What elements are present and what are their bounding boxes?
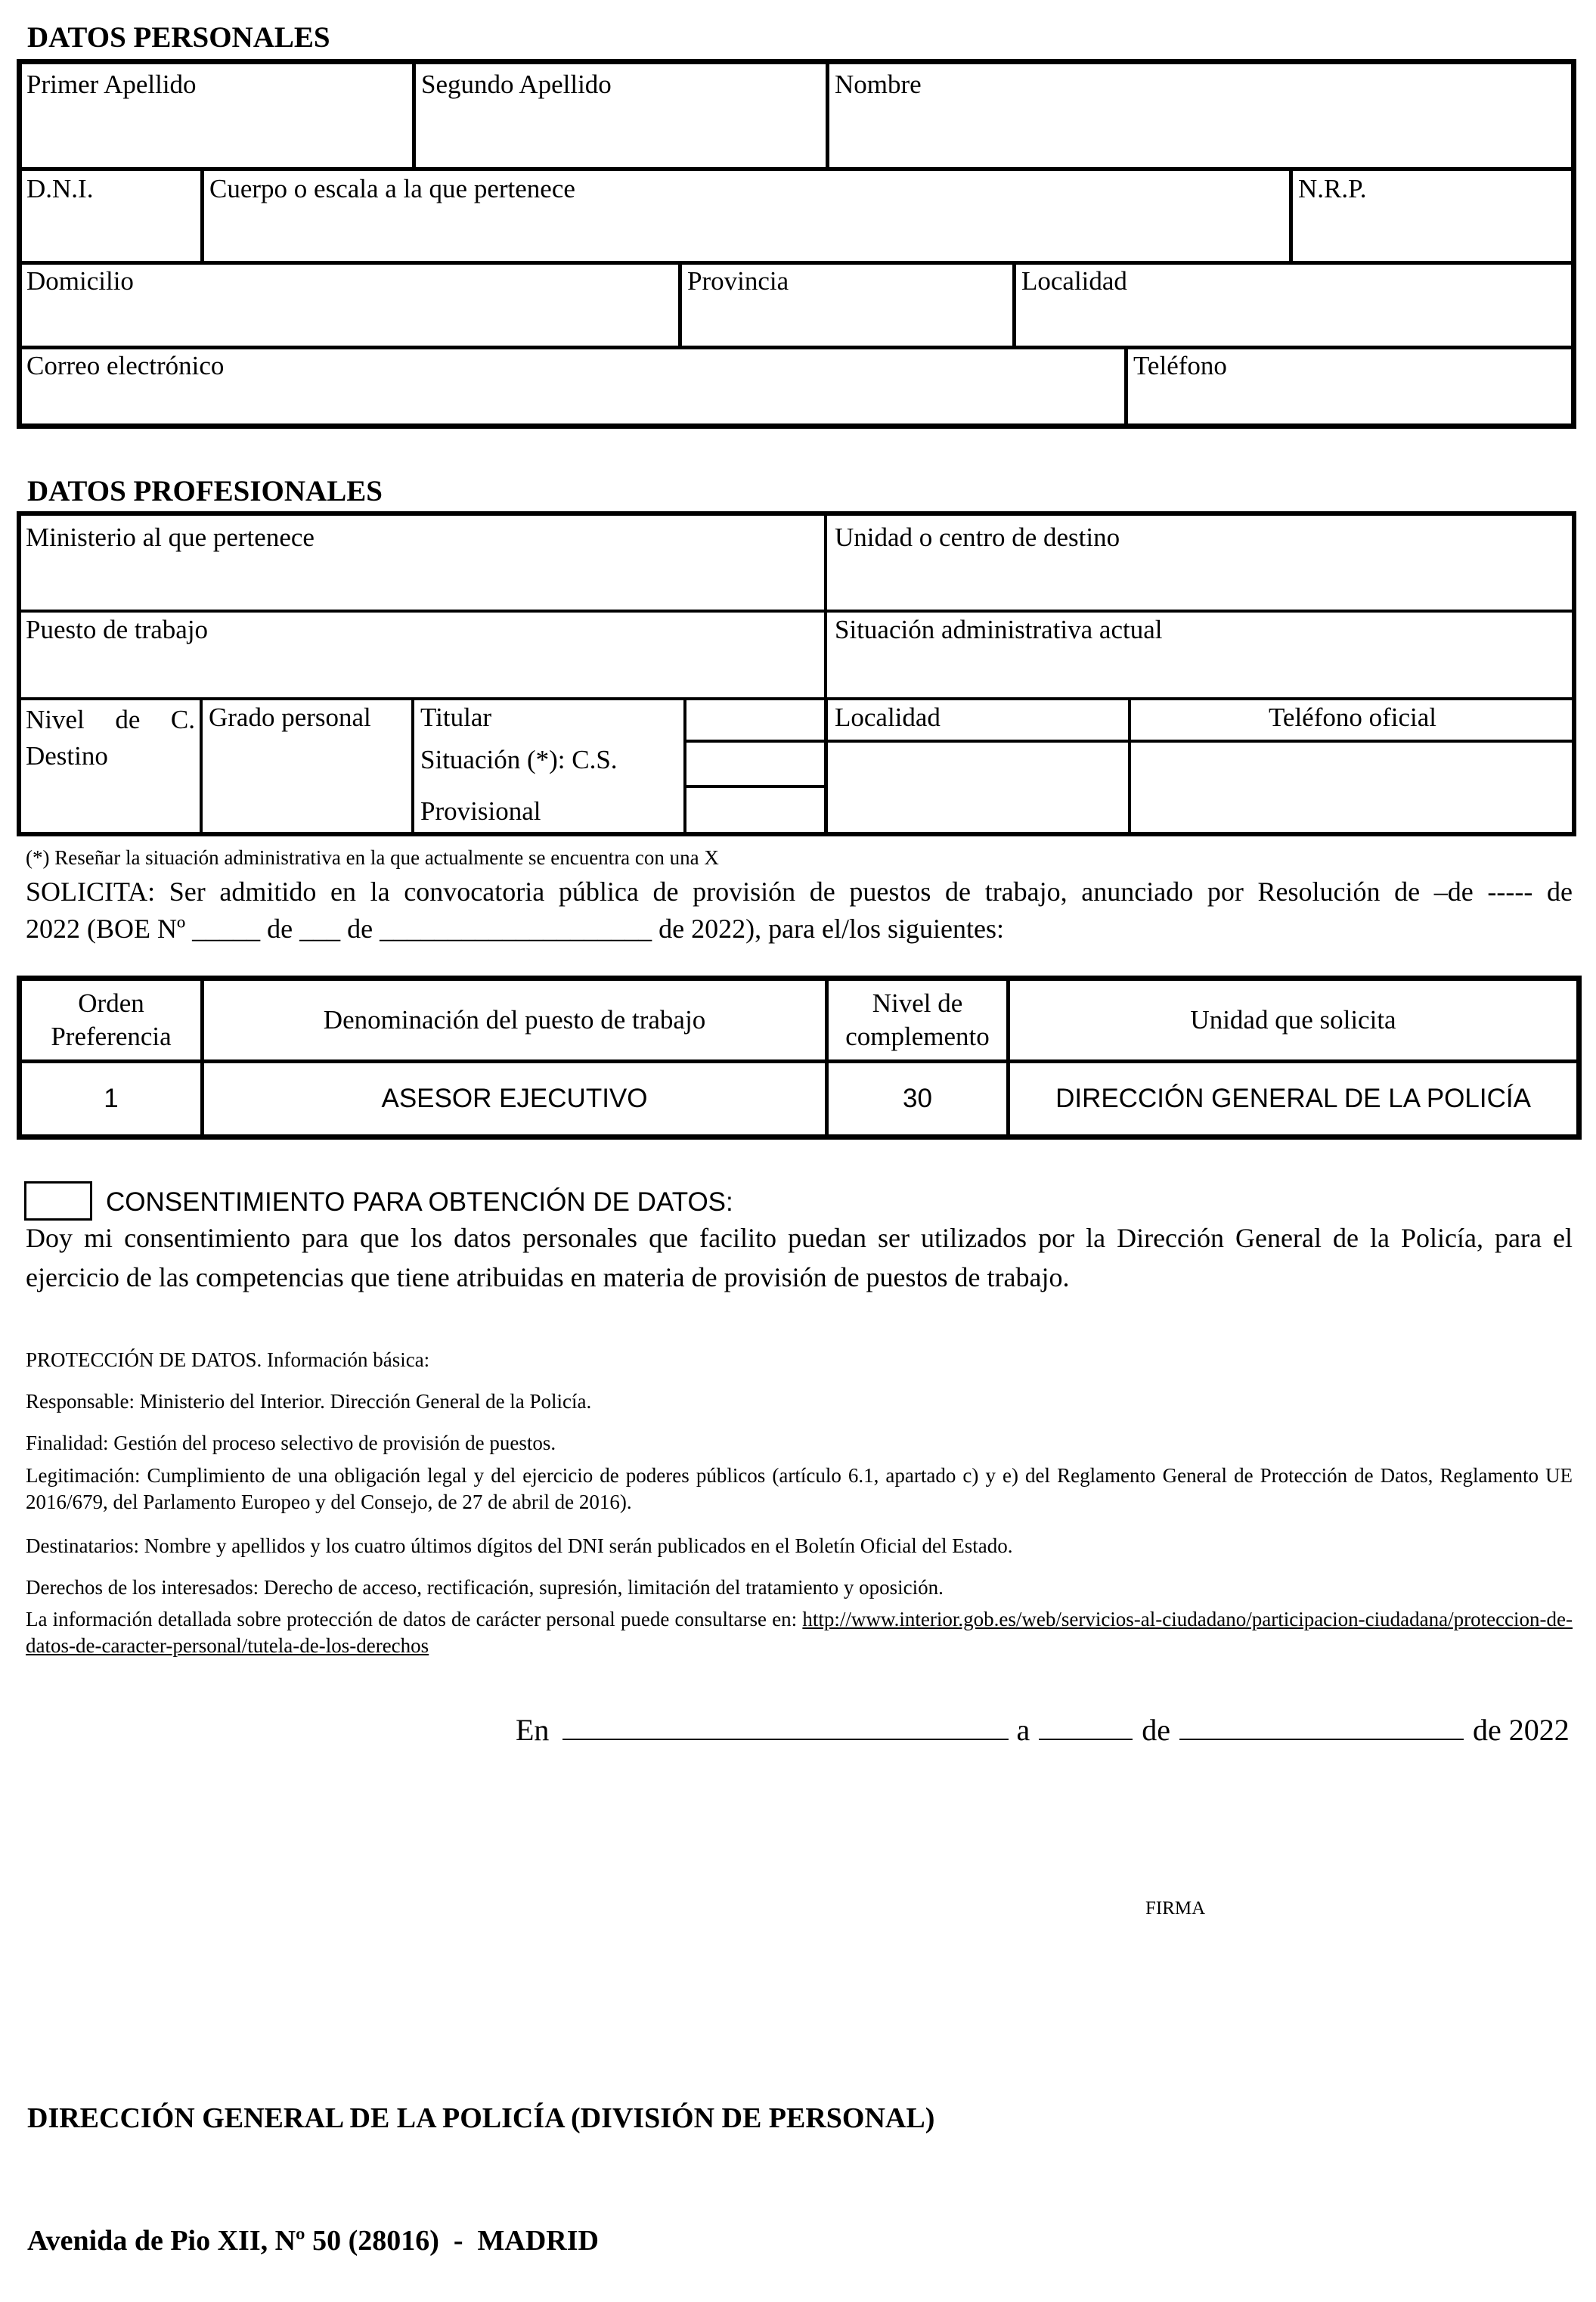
localidad-oficial-label: Localidad [835, 703, 941, 732]
sig-year: de 2022 [1472, 1713, 1570, 1747]
row-denominacion[interactable]: ASESOR EJECUTIVO [203, 1062, 827, 1137]
professional-section-title: DATOS PROFESIONALES [27, 475, 383, 507]
sig-place-input[interactable] [562, 1713, 1009, 1740]
protection-responsable: Responsable: Ministerio del Interior. Dirección General de la Policía. [26, 1390, 592, 1413]
grado-personal-field[interactable]: Grado personal [209, 703, 371, 732]
solicita-line1: SOLICITA: Ser admitido en la convocatoria pública de provisión de puestos de trabajo, anunciado por Resolución de –de ----- de [26, 876, 1573, 907]
provisional-label: Provisional [420, 796, 541, 826]
row-orden[interactable]: 1 [20, 1062, 203, 1137]
nivel-destino-field[interactable] [26, 702, 195, 774]
sig-day-input[interactable] [1039, 1713, 1133, 1740]
footer-line1: DIRECCIÓN GENERAL DE LA POLICÍA (DIVISIÓN DE PERSONAL) [27, 2102, 935, 2134]
header-nivel: Nivel de complemento [827, 979, 1009, 1062]
header-denominacion: Denominación del puesto de trabajo [203, 979, 827, 1062]
sig-de: de [1142, 1713, 1170, 1747]
nivel-line2: Destino [26, 741, 108, 771]
telefono-oficial-label: Teléfono oficial [1268, 703, 1437, 732]
footer-address [27, 2016, 934, 2302]
telefono-oficial-input[interactable] [1133, 744, 1571, 832]
protection-derechos: Derechos de los interesados: Derecho de acceso, rectificación, supresión, limitación del tratamiento y oposición. [26, 1576, 944, 1599]
dni-field[interactable]: D.N.I. [26, 174, 94, 203]
request-table [17, 976, 1582, 1140]
correo-field[interactable]: Correo electrónico [26, 351, 225, 380]
nombre-field[interactable]: Nombre [835, 70, 922, 99]
consent-title: CONSENTIMIENTO PARA OBTENCIÓN DE DATOS: [106, 1187, 733, 1217]
protection-destinatarios: Destinatarios: Nombre y apellidos y los cuatro últimos dígitos del DNI serán publicados en el Boletín Oficial del Estado. [26, 1534, 1013, 1557]
sig-a: a [1016, 1713, 1030, 1747]
signature-date-line [516, 1712, 1573, 1748]
provisional-checkbox[interactable] [686, 788, 821, 832]
row-unidad[interactable]: DIRECCIÓN GENERAL DE LA POLICÍA [1055, 1084, 1531, 1114]
table-row [20, 1062, 1579, 1137]
situacion-actual-field[interactable]: Situación administrativa actual [835, 615, 1163, 644]
consent-checkbox[interactable] [24, 1181, 92, 1221]
localidad-field[interactable]: Localidad [1021, 266, 1127, 296]
cs-checkbox[interactable] [686, 743, 821, 783]
situacion-cs-label: Situación (*): C.S. [420, 745, 618, 774]
protection-title: PROTECCIÓN DE DATOS. Información básica: [26, 1348, 430, 1371]
segundo-apellido-field[interactable]: Segundo Apellido [421, 70, 612, 99]
sig-month-input[interactable] [1179, 1713, 1464, 1740]
sig-en: En [516, 1713, 550, 1747]
header-orden: Orden Preferencia [20, 979, 203, 1062]
solicita-line2: 2022 (BOE Nº _____ de ___ de ____________________ de 2022), para el/los siguientes: [26, 914, 1004, 944]
professional-data-box [17, 511, 1576, 836]
unidad-destino-field[interactable]: Unidad o centro de destino [835, 523, 1120, 552]
domicilio-field[interactable]: Domicilio [26, 266, 134, 296]
protection-info-prefix: La información detallada sobre protección de datos de carácter personal puede consultarse en: [26, 1608, 798, 1630]
row-nivel[interactable]: 30 [827, 1062, 1009, 1137]
request-table-header [20, 979, 1579, 1062]
personal-section-title: DATOS PERSONALES [27, 21, 330, 54]
telefono-field[interactable]: Teléfono [1133, 351, 1227, 380]
protection-finalidad: Finalidad: Gestión del proceso selectivo de provisión de puestos. [26, 1432, 556, 1454]
situacion-footnote: (*) Reseñar la situación administrativa en la que actualmente se encuentra con una X [26, 846, 719, 869]
protection-legitimacion: Legitimación: Cumplimiento de una obligación legal y del ejercicio de poderes públicos (artículo 6.1, apartado c) y e) del Reglamento General de Protección de Datos, Reglamento UE 2016/679, del Parlamento Europeo y del Consejo, de 27 de abril de 2016). [26, 1464, 1573, 1514]
ministerio-field[interactable]: Ministerio al que pertenece [26, 523, 315, 552]
localidad-oficial-input[interactable] [829, 744, 1126, 832]
titular-checkbox[interactable] [686, 700, 821, 738]
titular-label: Titular [420, 703, 492, 732]
primer-apellido-field[interactable]: Primer Apellido [26, 70, 197, 99]
provincia-field[interactable]: Provincia [687, 266, 789, 296]
puesto-trabajo-field[interactable]: Puesto de trabajo [26, 615, 209, 644]
firma-label: FIRMA [1145, 1898, 1206, 1919]
protection-info-link[interactable]: http://www.interior.gob.es/web/servicios-al-ciudadano/participacion-ciudadana/proteccion-de-datos-de-caracter-personal/tutela-de-los-derechos [26, 1608, 1573, 1658]
protection-info [26, 1606, 1573, 1659]
footer-line2: Avenida de Pio XII, Nº 50 (28016) - MADRID [27, 2225, 599, 2257]
nrp-field[interactable]: N.R.P. [1298, 174, 1367, 203]
consent-text: Doy mi consentimiento para que los datos personales que facilito puedan ser utilizados por la Dirección General de la Policía, para el ejercicio de las competencias que tiene atribuidas en materia de provisión de puestos de trabajo. [26, 1223, 1573, 1292]
personal-data-box [17, 59, 1576, 429]
header-unidad: Unidad que solicita [1009, 979, 1579, 1062]
cuerpo-field[interactable]: Cuerpo o escala a la que pertenece [209, 174, 575, 203]
nivel-line1: Nivel de C. [26, 705, 195, 734]
